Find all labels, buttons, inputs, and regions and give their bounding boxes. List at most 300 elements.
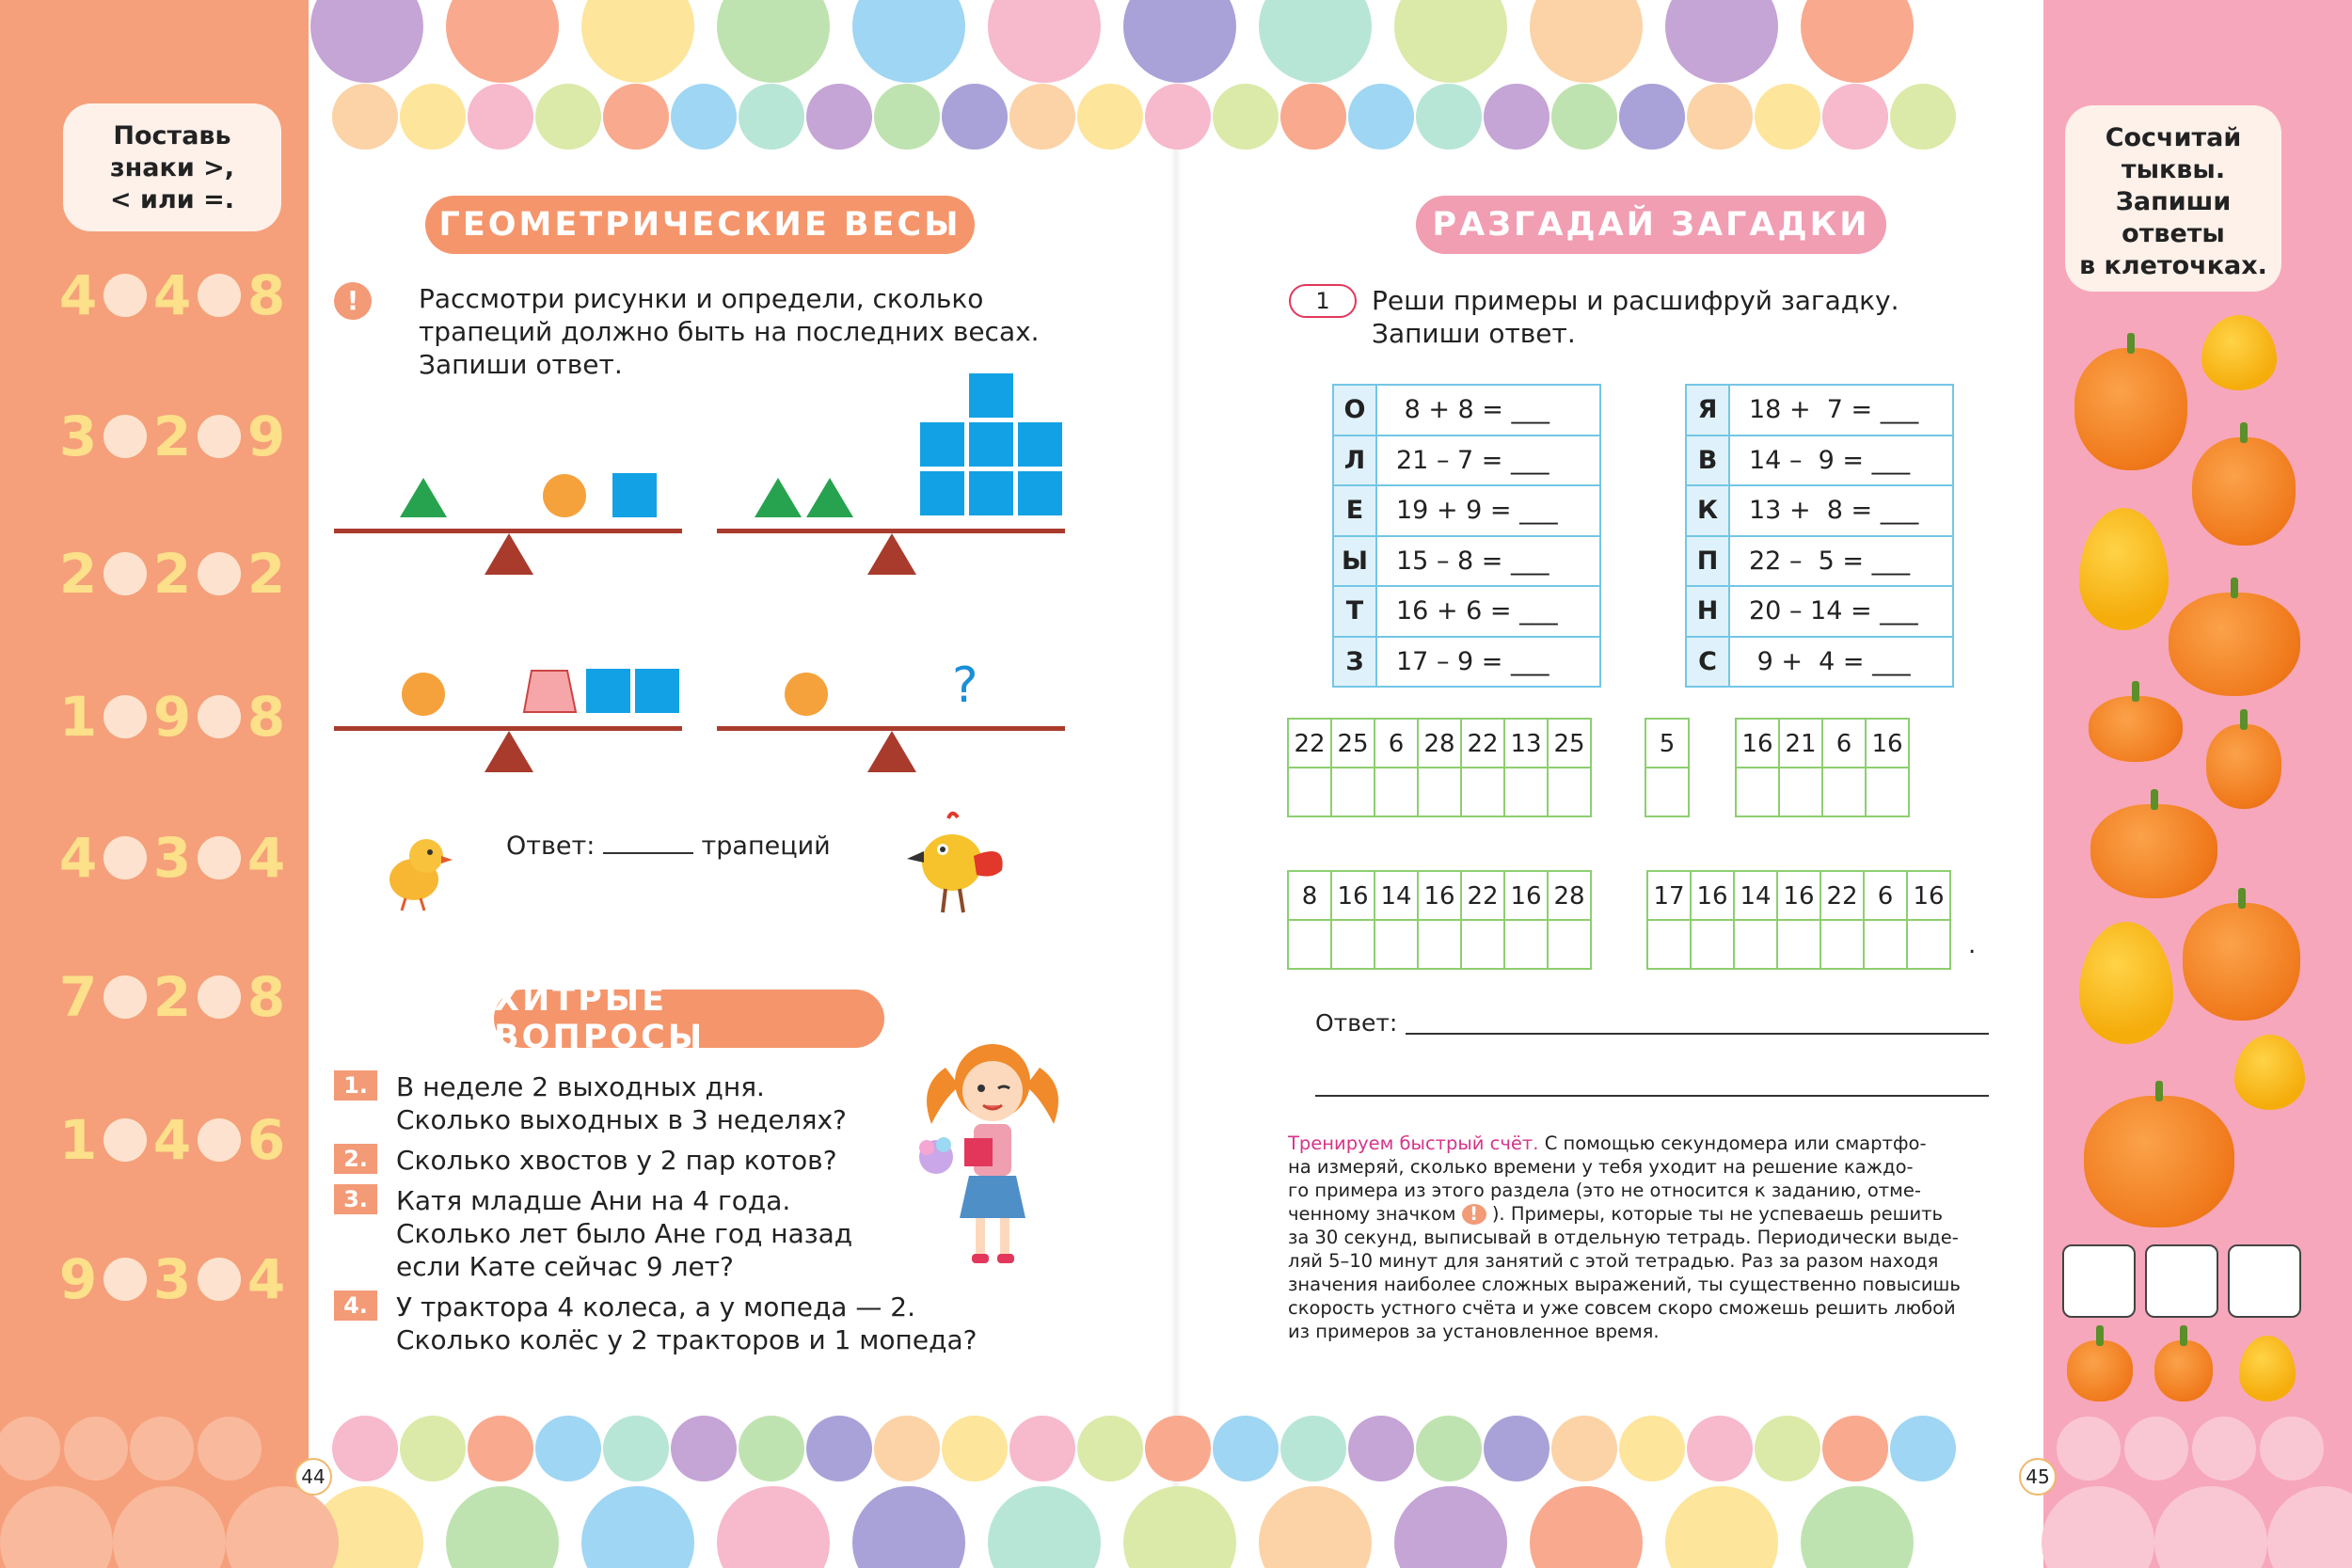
answer-word: [1289, 718, 1592, 817]
decorative-dot: [1416, 84, 1482, 150]
cipher-row: [1686, 536, 1953, 587]
decorative-dot: [1551, 84, 1617, 150]
section-title-text: ХИТРЫЕ ВОПРОСЫ: [494, 981, 706, 1056]
cipher-row: [1333, 637, 1600, 688]
comparison-sign-slot[interactable]: [198, 1258, 241, 1301]
answer-cell-blank[interactable]: [1737, 768, 1778, 816]
answer-cell[interactable]: [1460, 718, 1505, 817]
decorative-dot: [400, 1416, 466, 1481]
decorative-dot: [1348, 1416, 1414, 1481]
answer-cell[interactable]: [1645, 718, 1690, 817]
answer-cell-number: 17: [1648, 872, 1690, 921]
decorative-dot: [988, 1486, 1101, 1568]
answer-cell-blank[interactable]: [1823, 768, 1865, 816]
answer-cell-number: 16: [1737, 720, 1778, 768]
square-shape: [612, 473, 657, 517]
cipher-letter: Н: [1686, 586, 1729, 637]
section-title-tricky-questions: [494, 981, 884, 1056]
answer-cell-blank[interactable]: [1692, 921, 1733, 968]
answer-cell[interactable]: [1733, 870, 1778, 970]
cipher-expression[interactable]: 8 + 8 = ___: [1376, 385, 1600, 436]
comparison-row: [58, 828, 294, 888]
answer-cell-number: 13: [1505, 720, 1547, 768]
decorative-dot: [1665, 1486, 1778, 1568]
training-note-line: на измеряй, сколько времени у тебя уходит на решение каждо-: [1288, 1156, 1914, 1178]
comparison-row: [58, 1110, 294, 1170]
answer-cell[interactable]: [1820, 870, 1865, 970]
task-line: Запиши ответ.: [419, 349, 623, 380]
pumpkin-stem: [2240, 422, 2248, 443]
decorative-dot: [1394, 1486, 1507, 1568]
comparison-number: 6: [246, 1108, 286, 1172]
decorative-dot: [717, 1486, 830, 1568]
decorative-dot: [1009, 84, 1075, 150]
cipher-row: [1333, 436, 1600, 486]
decorative-dot: [1077, 84, 1143, 150]
comparison-row: [58, 967, 294, 1027]
question-line: если Кате сейчас 9 лет?: [396, 1251, 734, 1282]
decorative-dot: [1822, 84, 1888, 150]
training-note-line: из примеров за установленное время.: [1288, 1321, 1660, 1342]
cipher-letter: Я: [1686, 385, 1729, 436]
answer-cell-blank[interactable]: [1419, 921, 1460, 968]
decorative-dot: [1259, 1486, 1372, 1568]
answer-cell-number: 28: [1549, 872, 1590, 921]
cipher-expression[interactable]: 16 + 6 = ___: [1376, 586, 1600, 637]
scales-task-text: [419, 282, 1077, 381]
cipher-row: [1686, 385, 1953, 436]
cipher-expression[interactable]: 20 – 14 = ___: [1729, 586, 1953, 637]
answer-cell-blank[interactable]: [1505, 921, 1547, 968]
cipher-expression[interactable]: 14 – 9 = ___: [1729, 436, 1953, 486]
comparison-number: 4: [58, 263, 98, 327]
question-line: Сколько выходных в 3 неделях?: [396, 1104, 847, 1135]
comparison-number: 8: [246, 685, 286, 749]
pumpkin-icon: [2169, 593, 2300, 696]
answer-cell-blank[interactable]: [1289, 921, 1330, 968]
answer-cell-blank[interactable]: [1865, 921, 1906, 968]
answer-cell-number: 16: [1692, 872, 1733, 921]
riddle-answer-line-2[interactable]: [1315, 1095, 1989, 1097]
decorative-dot: [988, 0, 1101, 83]
decorative-dot: [603, 84, 669, 150]
comparison-sign-slot[interactable]: [198, 1118, 241, 1162]
answer-cell[interactable]: [1547, 870, 1592, 970]
answer-cell-blank[interactable]: [1505, 768, 1547, 816]
square-shape: [1018, 471, 1062, 515]
cipher-expression[interactable]: 21 – 7 = ___: [1376, 436, 1600, 486]
answer-cell-number: 22: [1289, 720, 1330, 768]
answer-cell-blank[interactable]: [1375, 768, 1417, 816]
pumpkin-icon: [2154, 1340, 2213, 1402]
end-period: .: [1968, 931, 1977, 959]
pumpkin-icon: [2089, 696, 2183, 762]
question-line: Сколько колёс у 2 тракторов и 1 мопеда?: [396, 1324, 977, 1355]
cipher-expression[interactable]: 9 + 4 = ___: [1729, 637, 1953, 688]
answer-cell-blank[interactable]: [1867, 768, 1908, 816]
question-line: Катя младше Ани на 4 года.: [396, 1185, 791, 1216]
decorative-dot: [2192, 1417, 2256, 1481]
cipher-row: [1333, 586, 1600, 637]
answer-cell-blank[interactable]: [1462, 768, 1503, 816]
left-sidebar-note: [63, 103, 281, 231]
answer-cell-blank[interactable]: [1908, 921, 1949, 968]
comparison-number: 4: [152, 263, 192, 327]
chick-illustration: [372, 828, 456, 912]
decorative-dot: [1280, 84, 1346, 150]
answer-cell-number: 22: [1821, 872, 1863, 921]
square-shape: [1018, 422, 1062, 467]
decorative-dot: [1123, 1486, 1236, 1568]
training-note-line: скорость устного счёта и уже совсем скоро сможешь решить любой: [1288, 1297, 1956, 1319]
note-line: Запиши: [2115, 187, 2232, 216]
task-number-badge: 1: [1289, 284, 1357, 318]
decorative-dot: [1416, 1416, 1482, 1481]
decorative-dot: [2124, 1417, 2188, 1481]
decorative-dot: [535, 84, 601, 150]
cipher-row: [1333, 536, 1600, 587]
answer-cell[interactable]: [1287, 718, 1332, 817]
answer-cell-blank[interactable]: [1778, 921, 1820, 968]
cipher-letter: Л: [1333, 436, 1376, 486]
decorative-dot: [535, 1416, 601, 1481]
comparison-sign-slot[interactable]: [103, 415, 147, 458]
comparison-number: 8: [246, 965, 286, 1029]
answer-cell-number: 21: [1780, 720, 1821, 768]
answer-cell-number: 6: [1823, 720, 1865, 768]
decorative-dot: [671, 1416, 737, 1481]
decorative-dot: [671, 84, 737, 150]
comparison-number: 3: [152, 1247, 192, 1311]
answer-cell-number: 16: [1332, 872, 1374, 921]
decorative-dot: [468, 84, 533, 150]
comparison-sign-slot[interactable]: [198, 695, 241, 738]
answer-cell-blank[interactable]: [1646, 768, 1688, 816]
triangle-shape: [755, 478, 802, 517]
cipher-letter: З: [1333, 637, 1376, 688]
decorative-dot: [2260, 1417, 2324, 1481]
decorative-dot: [1665, 0, 1778, 83]
pumpkin-icon: [2192, 437, 2296, 546]
decorative-dot: [1484, 1416, 1549, 1481]
answer-cell-number: 25: [1549, 720, 1590, 768]
comparison-sign-slot[interactable]: [198, 975, 241, 1019]
answer-cell-blank[interactable]: [1289, 768, 1330, 816]
scale-2: [717, 372, 1065, 574]
comparison-sign-slot[interactable]: [198, 415, 241, 458]
decorative-dot: [1801, 0, 1914, 83]
answer-cell-blank[interactable]: [1780, 768, 1821, 816]
cipher-letter: Т: [1333, 586, 1376, 637]
answer-cell[interactable]: [1287, 870, 1332, 970]
question-mark: ?: [952, 657, 978, 714]
question-number: 3.: [334, 1184, 377, 1214]
decorative-dot: [852, 0, 965, 83]
training-note-line: ). Примеры, которые ты не успеваешь решить: [1491, 1203, 1944, 1225]
answer-cell-number: 22: [1462, 720, 1503, 768]
section-title-riddles: [1416, 196, 1886, 254]
decorative-dot: [1890, 84, 1956, 150]
answer-cell-number: 16: [1908, 872, 1949, 921]
decorative-dot: [1755, 84, 1820, 150]
answer-cell[interactable]: [1417, 870, 1462, 970]
decorative-dot: [739, 1416, 804, 1481]
comparison-number: 2: [152, 965, 192, 1029]
pumpkin-stem: [2151, 789, 2158, 810]
answer-unit: трапеций: [701, 832, 831, 861]
answer-cell[interactable]: [1865, 718, 1910, 817]
comparison-sign-slot[interactable]: [103, 836, 147, 879]
comparison-row: [58, 265, 294, 325]
scale-1: [334, 442, 682, 574]
answer-cell[interactable]: [1821, 718, 1867, 817]
answer-cell-blank[interactable]: [1821, 921, 1863, 968]
pumpkin-stem: [2132, 681, 2139, 702]
right-sidebar-note: [2065, 105, 2281, 292]
answer-cell-number: 8: [1289, 872, 1330, 921]
comparison-number: 9: [246, 404, 286, 468]
answer-cell[interactable]: [1547, 718, 1592, 817]
cipher-row: [1686, 485, 1953, 536]
comparison-sign-slot[interactable]: [198, 274, 241, 317]
pumpkin-answer-box[interactable]: [2062, 1244, 2136, 1318]
note-line: Сосчитай: [2105, 123, 2242, 152]
comparison-sign-slot[interactable]: [103, 1258, 147, 1301]
comparison-sign-slot[interactable]: [103, 695, 147, 738]
answer-label: Ответ:: [506, 832, 596, 861]
comparison-number: 2: [152, 542, 192, 606]
decorative-dot: [1530, 1486, 1643, 1568]
comparison-sign-slot[interactable]: [198, 836, 241, 879]
page-number-right: 45: [2019, 1458, 2057, 1496]
answer-cell-number: 22: [1462, 872, 1503, 921]
decorative-dot: [226, 1486, 339, 1568]
decorative-dot: [1394, 0, 1507, 83]
cipher-letter: В: [1686, 436, 1729, 486]
task-line: Реши примеры и расшифруй загадку.: [1372, 285, 1899, 316]
pumpkin-stem: [2096, 1325, 2104, 1346]
answer-cell[interactable]: [1374, 870, 1419, 970]
answer-cell-number: 14: [1375, 872, 1417, 921]
answer-cell-number: 6: [1865, 872, 1906, 921]
question-number: 4.: [334, 1291, 377, 1321]
answer-cell[interactable]: [1503, 870, 1549, 970]
decorative-dot: [64, 1417, 128, 1481]
decorative-dot: [1484, 84, 1549, 150]
answer-cell[interactable]: [1330, 870, 1375, 970]
training-note: [1288, 1132, 1999, 1343]
answer-word: [1737, 718, 1910, 817]
task-line: Запиши ответ.: [1372, 318, 1576, 349]
pumpkin-answer-box[interactable]: [2228, 1244, 2301, 1318]
scale-fulcrum: [867, 533, 916, 575]
scale-4: [717, 657, 1065, 781]
answer-cell-blank[interactable]: [1332, 768, 1374, 816]
comparison-number: 2: [246, 542, 286, 606]
cipher-row: [1686, 436, 1953, 486]
answer-cell[interactable]: [1374, 718, 1419, 817]
cipher-expression[interactable]: 22 – 5 = ___: [1729, 536, 1953, 587]
pumpkin-stem: [2180, 1325, 2187, 1346]
decorative-dot: [1280, 1416, 1346, 1481]
decorative-dot: [468, 1416, 533, 1481]
cipher-expression[interactable]: 19 + 9 = ___: [1376, 485, 1600, 536]
answer-cell[interactable]: [1778, 718, 1823, 817]
square-shape: [920, 422, 964, 467]
decorative-dot: [1619, 1416, 1685, 1481]
comparison-sign-slot[interactable]: [198, 552, 241, 595]
comparison-sign-slot[interactable]: [103, 975, 147, 1019]
answer-cell[interactable]: [1735, 718, 1780, 817]
scale-fulcrum: [485, 533, 533, 575]
answer-cell[interactable]: [1863, 870, 1908, 970]
decorative-dot: [2267, 1486, 2352, 1568]
decorative-dot: [1213, 84, 1279, 150]
answer-cell[interactable]: [1417, 718, 1462, 817]
pumpkin-stem: [2240, 709, 2248, 730]
decorative-dot: [852, 1486, 965, 1568]
answer-cell-blank[interactable]: [1332, 921, 1374, 968]
decorative-dot: [1687, 84, 1753, 150]
answer-cell[interactable]: [1906, 870, 1951, 970]
pumpkin-icon: [2074, 348, 2187, 470]
answer-cell-blank[interactable]: [1375, 921, 1417, 968]
decorative-dot: [2057, 1417, 2121, 1481]
answer-cell-number: 14: [1735, 872, 1776, 921]
answer-word: [1646, 718, 1690, 817]
trapezoid-shape: [522, 669, 579, 716]
question-line: В неделе 2 выходных дня.: [396, 1071, 765, 1102]
decorative-dot: [310, 0, 423, 83]
task-line: трапеций должно быть на последних весах.: [419, 316, 1040, 347]
exclamation-icon: !: [334, 282, 372, 320]
answer-cell[interactable]: [1503, 718, 1549, 817]
comparison-number: 4: [152, 1108, 192, 1172]
scales-answer-row: [506, 830, 831, 863]
decorative-dot: [113, 1486, 226, 1568]
answer-cell-blank[interactable]: [1419, 768, 1460, 816]
note-line: тыквы.: [2121, 155, 2226, 184]
cipher-expression[interactable]: 17 – 9 = ___: [1376, 637, 1600, 688]
square-shape: [635, 669, 679, 713]
answer-cell-blank[interactable]: [1549, 921, 1590, 968]
answer-cell-blank[interactable]: [1549, 768, 1590, 816]
comparison-number: 3: [152, 826, 192, 890]
answer-word: [1648, 870, 1951, 970]
cipher-expression[interactable]: 18 + 7 = ___: [1729, 385, 1953, 436]
comparison-number: 2: [58, 542, 98, 606]
cipher-row: [1333, 485, 1600, 536]
answer-cell-blank[interactable]: [1648, 921, 1690, 968]
square-shape: [969, 373, 1013, 418]
cipher-letter: П: [1686, 536, 1729, 587]
decorative-dot: [581, 0, 694, 83]
comparison-number: 9: [58, 1247, 98, 1311]
cipher-row: [1686, 586, 1953, 637]
cipher-letter: К: [1686, 485, 1729, 536]
comparison-sign-slot[interactable]: [103, 274, 147, 317]
decorative-dot: [1213, 1416, 1279, 1481]
circle-shape: [785, 673, 828, 716]
note-line: знаки >,: [109, 153, 235, 182]
decorative-dot: [130, 1417, 194, 1481]
comparison-number: 3: [58, 404, 98, 468]
decorative-dot: [400, 84, 466, 150]
decorative-dot: [2042, 1486, 2154, 1568]
pumpkin-icon: [2067, 1340, 2133, 1402]
decorative-dot: [1077, 1416, 1143, 1481]
decorative-dot: [1530, 0, 1643, 83]
answer-cell[interactable]: [1460, 870, 1505, 970]
pumpkin-stem: [2155, 1081, 2163, 1101]
section-title-text: РАЗГАДАЙ ЗАГАДКИ: [1432, 206, 1870, 244]
riddle-answer-line-1[interactable]: [1406, 1033, 1989, 1035]
decorative-dot: [874, 84, 940, 150]
decorative-dot: [198, 1417, 262, 1481]
comparison-number: 9: [152, 685, 192, 749]
pumpkin-icon: [2206, 724, 2281, 809]
pumpkin-answer-box[interactable]: [2145, 1244, 2218, 1318]
question-number: 1.: [334, 1070, 377, 1101]
answer-cell-number: 16: [1505, 872, 1547, 921]
scale-fulcrum: [867, 731, 916, 772]
cipher-letter: Ы: [1333, 536, 1376, 587]
answer-cell-blank[interactable]: [1462, 921, 1503, 968]
answer-cell[interactable]: [1690, 870, 1735, 970]
square-shape: [969, 422, 1013, 467]
decorative-dot: [717, 0, 830, 83]
answer-input-line[interactable]: [603, 852, 693, 854]
decorative-dot: [0, 1486, 113, 1568]
note-line: Поставь: [113, 121, 231, 150]
cipher-expression[interactable]: 15 – 8 = ___: [1376, 536, 1600, 587]
answer-cell[interactable]: [1330, 718, 1375, 817]
cipher-expression[interactable]: 13 + 8 = ___: [1729, 485, 1953, 536]
triangle-shape: [400, 478, 447, 517]
decorative-dot: [1755, 1416, 1820, 1481]
answer-cell-number: 25: [1332, 720, 1374, 768]
answer-cell[interactable]: [1776, 870, 1821, 970]
comparison-row: [58, 406, 294, 467]
decorative-dot: [1145, 84, 1211, 150]
cipher-table-right: [1685, 384, 1954, 688]
decorative-dot: [332, 1416, 398, 1481]
page-number-left: 44: [294, 1458, 332, 1496]
training-note-line: значения наиболее сложных выражений, ты существенно повысишь: [1288, 1274, 1961, 1295]
comparison-sign-slot[interactable]: [103, 1118, 147, 1162]
decorative-dot: [332, 84, 398, 150]
riddle-answer-label: Ответ:: [1315, 1009, 1398, 1037]
comparison-number: 8: [246, 263, 286, 327]
answer-cell-blank[interactable]: [1735, 921, 1776, 968]
question-line: Сколько лет было Ане год назад: [396, 1218, 853, 1249]
training-note-line: за 30 секунд, выписывай в отдельную тетрадь. Периодически выде-: [1288, 1227, 1959, 1248]
decorative-dot: [446, 0, 559, 83]
circle-shape: [543, 474, 586, 517]
comparison-sign-slot[interactable]: [103, 552, 147, 595]
pumpkin-stem: [2238, 888, 2246, 909]
decorative-dot: [1619, 84, 1685, 150]
answer-cell[interactable]: [1646, 870, 1692, 970]
note-line: < или =.: [110, 185, 234, 214]
decorative-dot: [739, 84, 804, 150]
answer-cell-number: 16: [1867, 720, 1908, 768]
comparison-number: 4: [58, 826, 98, 890]
exclamation-icon: !: [1462, 1204, 1486, 1225]
decorative-dot: [1801, 1486, 1914, 1568]
answer-word: [1289, 870, 1592, 970]
cipher-letter: О: [1333, 385, 1376, 436]
